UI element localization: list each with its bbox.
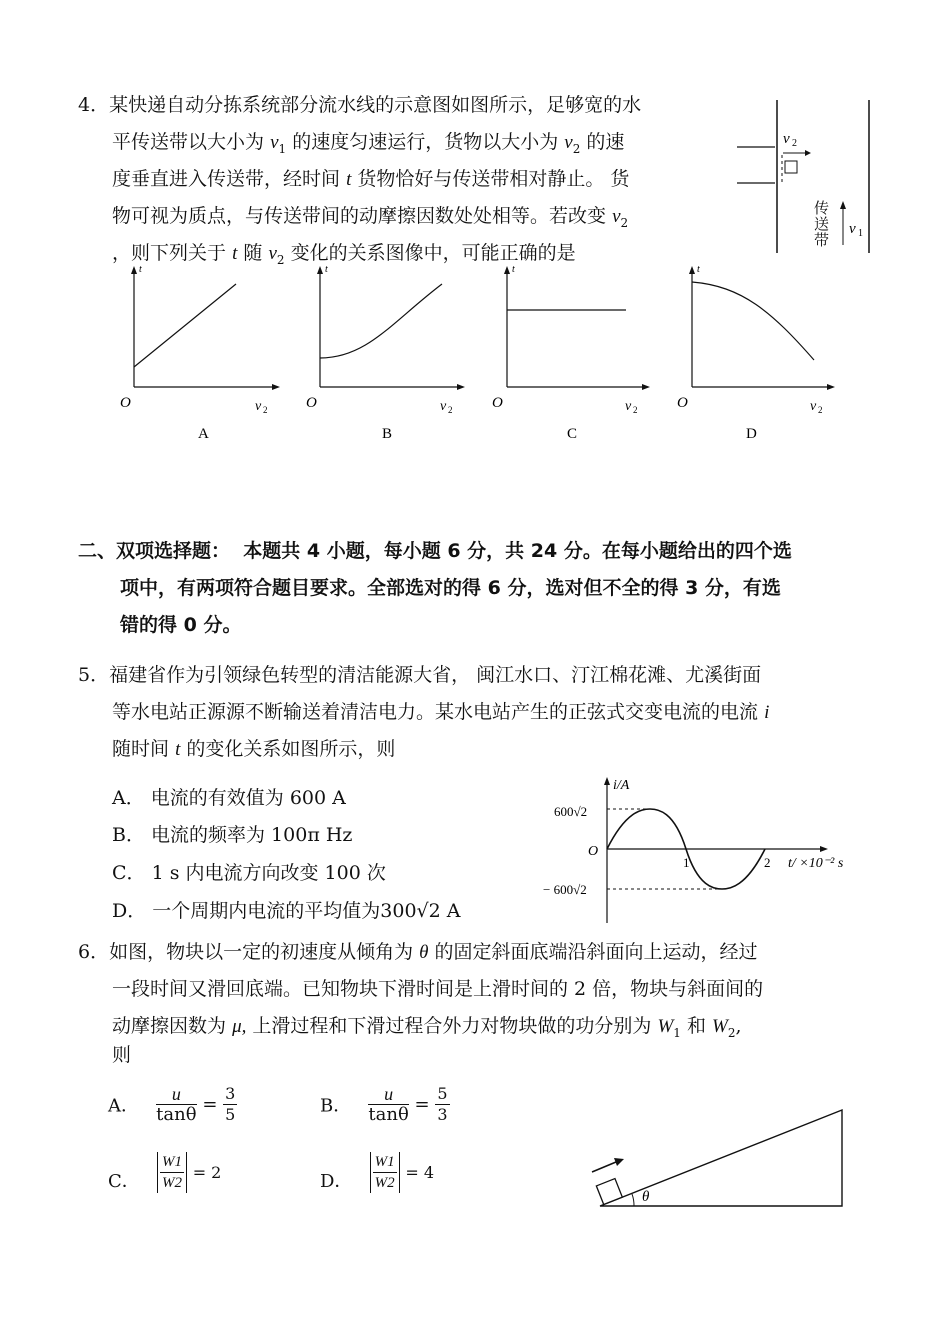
- q4-v2-label: v: [783, 131, 790, 147]
- svg-text:− 600√2: − 600√2: [543, 882, 587, 897]
- q5-option-d[interactable]: D． 一个周期内电流的平均值为300√2 A: [112, 900, 461, 922]
- svg-text:1: 1: [858, 228, 863, 239]
- q6-option-b[interactable]: B． $\frac{u}{\tan\theta}$ = $\frac{5}{3}$: [320, 1084, 448, 1125]
- q5-line1: 5．福建省作为引领绿色转型的清洁能源大省， 闽江水口、汀江棉花滩、尤溪街面: [78, 664, 762, 686]
- svg-text:O: O: [588, 844, 599, 859]
- svg-text:v: v: [849, 221, 856, 237]
- svg-text:θ: θ: [642, 1189, 650, 1205]
- svg-text:1: 1: [683, 855, 690, 870]
- section2-header-line1: 二、双项选择题： 本题共 4 小题，每小题 6 分，共 24 分。在每小题给出的四个选: [78, 540, 792, 562]
- q5-option-b[interactable]: B． 电流的频率为 100π Hz: [112, 824, 353, 846]
- svg-text:2: 2: [448, 405, 453, 415]
- q4-line4: 物可视为质点，与传送带间的动摩擦因数处处相等。若改变 $v_2$: [112, 205, 629, 230]
- svg-text:D: D: [746, 426, 757, 442]
- svg-text:i/A: i/A: [613, 778, 630, 793]
- svg-text:t: t: [512, 264, 515, 275]
- q5-option-c[interactable]: C． 1 s 内电流方向改变 100 次: [112, 862, 386, 884]
- q6-option-c[interactable]: C． $\frac{W1}{W2}$ = 2: [108, 1154, 222, 1192]
- q4-line2: 平传送带以大小为 $v_1$ 的速度匀速运行，货物以大小为 $v_2$ 的速: [112, 131, 625, 156]
- svg-text:v: v: [255, 399, 262, 414]
- svg-text:2: 2: [818, 405, 823, 415]
- svg-text:O: O: [677, 395, 688, 411]
- svg-text:2: 2: [792, 138, 797, 149]
- q5-line3: 随时间 t 的变化关系如图所示，则: [112, 738, 396, 760]
- svg-text:A: A: [198, 426, 209, 442]
- q4-belt-label: 传送带: [814, 199, 830, 249]
- svg-text:t/ ×10⁻² s: t/ ×10⁻² s: [788, 856, 844, 871]
- q4-graph-d: [677, 264, 835, 442]
- q6-line4: 则: [112, 1044, 132, 1066]
- svg-text:O: O: [120, 395, 131, 411]
- q4-graph-c: [492, 264, 650, 442]
- q6-velocity-arrow: [614, 1158, 624, 1166]
- q6-incline-diagram: [580, 1100, 850, 1212]
- q5-current-graph: [540, 775, 870, 925]
- q4-line1: 4．某快递自动分拣系统部分流水线的示意图如图所示，足够宽的水: [78, 94, 642, 116]
- svg-text:t: t: [697, 264, 700, 275]
- svg-text:2: 2: [263, 405, 268, 415]
- q6-option-d[interactable]: D． $\frac{W1}{W2}$ = 4: [320, 1154, 435, 1192]
- q5-line2: 等水电站正源源不断输送着清洁电力。某水电站产生的正弦式交变电流的电流 i: [112, 701, 770, 723]
- q5-option-a[interactable]: A． 电流的有效值为 600 A: [112, 787, 346, 809]
- q4-conveyor-diagram: [735, 95, 875, 260]
- q6-line2: 一段时间又滑回底端。已知物块下滑时间是上滑时间的 2 倍，物块与斜面间的: [112, 978, 764, 1000]
- q4-graphs: [112, 262, 842, 452]
- q6-block: [596, 1179, 622, 1205]
- svg-text:C: C: [567, 426, 578, 442]
- q6-option-a[interactable]: A． $\frac{u}{\tan\theta}$ = $\frac{3}{5}$: [108, 1084, 236, 1125]
- q4-graph-a: [120, 264, 280, 442]
- svg-text:t: t: [139, 264, 142, 275]
- section2-header-line3: 错的得 0 分。: [120, 614, 242, 636]
- q4-graph-b: [306, 264, 465, 442]
- svg-text:v: v: [625, 399, 632, 414]
- svg-text:2: 2: [764, 855, 771, 870]
- svg-text:O: O: [306, 395, 317, 411]
- svg-text:v: v: [440, 399, 447, 414]
- section2-header-line2: 项中，有两项符合题目要求。全部选对的得 6 分，选对但不全的得 3 分，有选: [120, 577, 781, 599]
- q6-line3: 动摩擦因数为 μ, 上滑过程和下滑过程合外力对物块做的功分别为 $W_1$ 和 $W_2$,: [112, 1015, 742, 1040]
- q6-line1: 6．如图，物块以一定的初速度从倾角为 θ 的固定斜面底端沿斜面向上运动，经过: [78, 941, 758, 963]
- svg-text:t: t: [325, 264, 328, 275]
- q4-line3: 度垂直进入传送带，经时间 t 货物恰好与传送带相对静止。 货: [112, 168, 630, 190]
- svg-text:O: O: [492, 395, 503, 411]
- svg-text:v: v: [810, 399, 817, 414]
- q4-line5: ，则下列关于 t 随 $v_2$ 变化的关系图像中，可能正确的是: [112, 242, 576, 267]
- svg-text:B: B: [382, 426, 393, 442]
- svg-text:2: 2: [633, 405, 638, 415]
- svg-text:600√2: 600√2: [554, 804, 588, 819]
